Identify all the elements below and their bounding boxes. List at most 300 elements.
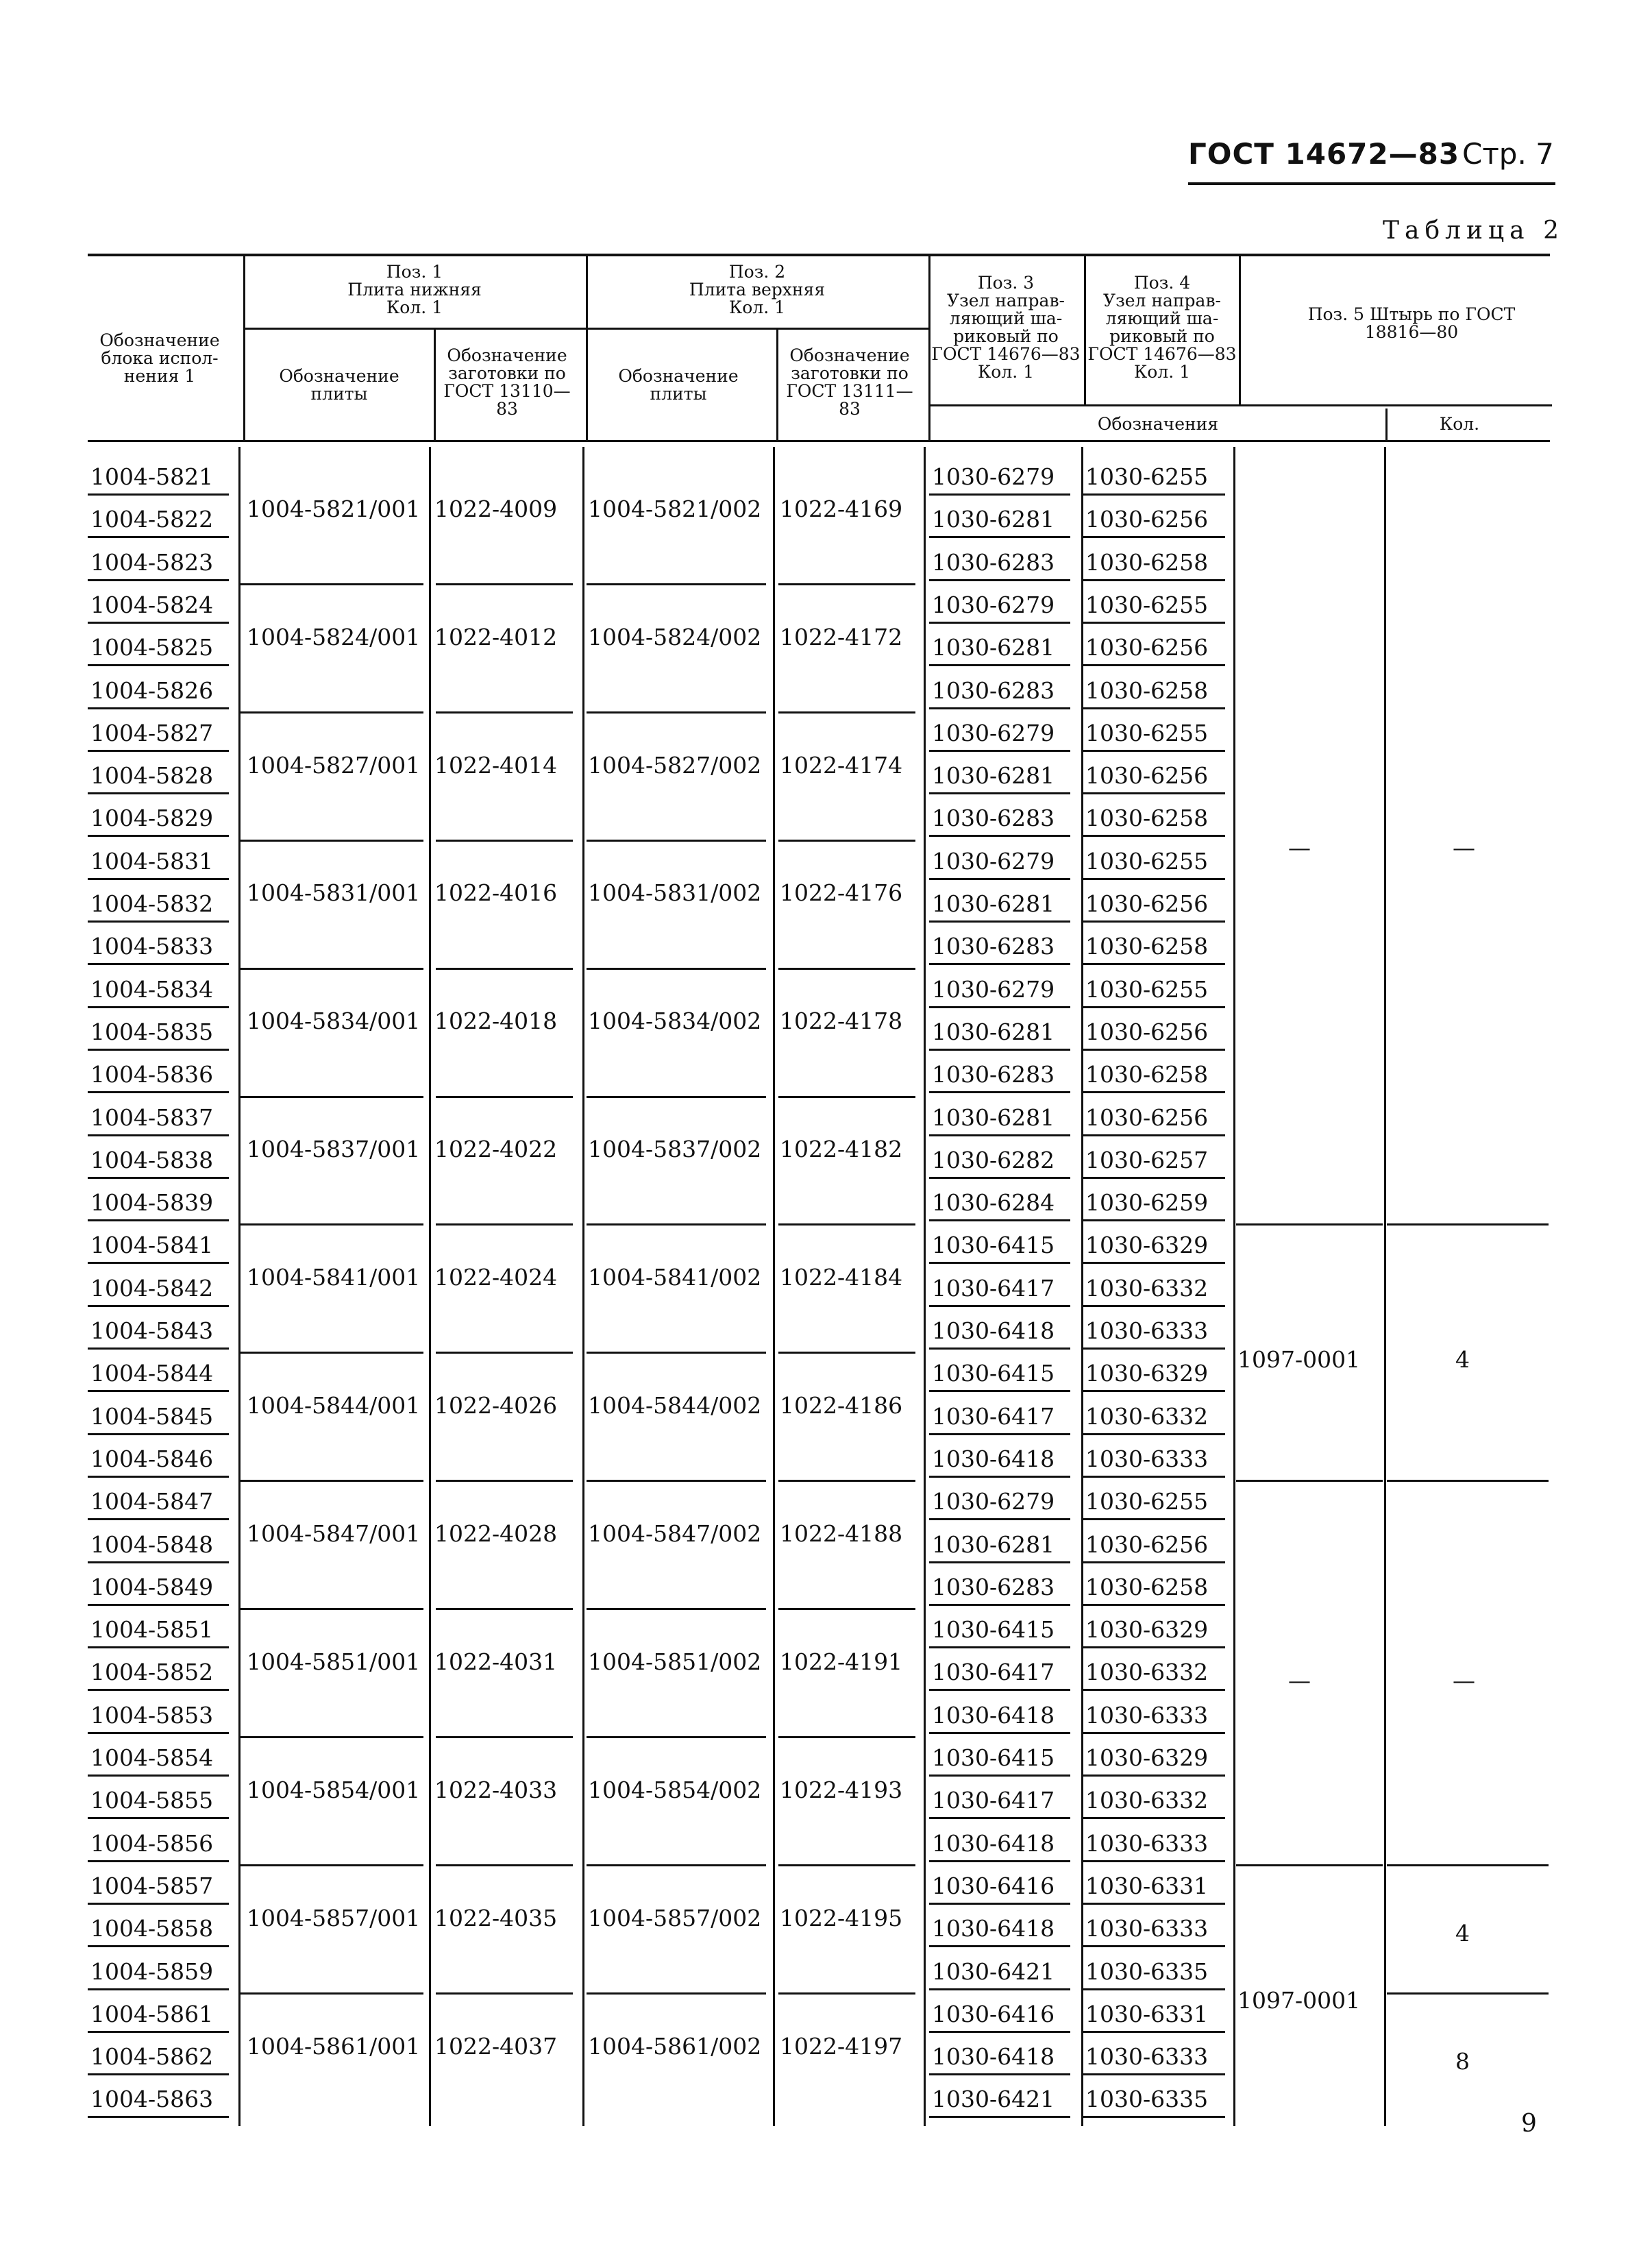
pos2-plate-designation: 1004-5824/002 [588,623,762,650]
row-underline-block [88,2073,229,2075]
page-number: 9 [1521,2110,1537,2138]
pos1-plate-designation: 1004-5827/001 [247,751,421,779]
pos2-plate-designation: 1004-5847/002 [588,1520,762,1547]
group-separator-pos1-blank [436,968,573,970]
row-underline-block [88,1262,229,1264]
row-underline-block [88,1689,229,1691]
body-vline-2 [429,447,431,2126]
doc-header-page: Стр. 7 [1462,137,1554,171]
block-designation: 1004-5826 [90,676,214,704]
pos2-blank-designation: 1022-4176 [780,879,903,907]
pos2-blank-designation: 1022-4191 [780,1648,903,1675]
row-underline-block [88,1732,229,1734]
pos3-designation: 1030-6418 [932,1829,1055,1857]
pos4-designation: 1030-6256 [1085,890,1209,917]
body-vline-1 [238,447,241,2126]
group-separator-pos2 [587,1864,766,1866]
row-underline-pos3 [929,963,1070,965]
row-underline-pos4 [1083,1775,1225,1777]
pos5-designation: — [1288,833,1311,861]
pos4-designation: 1030-6256 [1085,1018,1209,1045]
group-separator-pos1 [240,1736,423,1738]
row-underline-block [88,1646,229,1648]
group-separator-pos1 [240,1096,423,1098]
row-underline-block [88,1604,229,1606]
row-underline-block [88,2116,229,2118]
pos5-qty: 4 [1455,1920,1470,1947]
pos3-designation: 1030-6418 [932,1915,1055,1942]
group-separator-pos1-blank [436,1608,573,1610]
row-underline-pos4 [1083,2116,1225,2118]
row-underline-block [88,707,229,709]
body-vline-8 [1384,447,1386,2126]
pos4-designation: 1030-6333 [1085,1829,1209,1857]
row-underline-pos4 [1083,1860,1225,1862]
pos4-designation: 1030-6255 [1085,463,1209,490]
pos2-plate-designation: 1004-5821/002 [588,495,762,522]
pos4-designation: 1030-6255 [1085,1488,1209,1515]
block-designation: 1004-5832 [90,890,214,917]
row-underline-pos4 [1083,1049,1225,1051]
block-designation: 1004-5855 [90,1787,214,1814]
row-underline-block [88,1177,229,1179]
row-underline-pos3 [929,493,1070,496]
pos4-designation: 1030-6255 [1085,719,1209,746]
pos4-designation: 1030-6329 [1085,1616,1209,1644]
pos1-blank-designation: 1022-4022 [434,1136,558,1163]
pos5-qty: 8 [1455,2048,1470,2075]
group-separator-pos1-blank [436,1864,573,1866]
pos1-blank-designation: 1022-4009 [434,495,558,522]
pos3-designation: 1030-6417 [932,1274,1055,1302]
pos4-designation: 1030-6329 [1085,1360,1209,1387]
row-underline-block [88,1476,229,1478]
pos3-designation: 1030-6281 [932,634,1055,661]
group-separator-pos2 [587,1992,766,1995]
pos1-plate-designation: 1004-5847/001 [247,1520,421,1547]
pos3-designation: 1030-6281 [932,1018,1055,1045]
row-underline-block [88,1091,229,1093]
col-pos2-header: Поз. 2 Плита верхняя Кол. 1 [689,262,826,317]
row-underline-block [88,1561,229,1563]
group-separator-pos2-blank [778,711,915,714]
pos5-designation: 1097-0001 [1237,1986,1361,2014]
row-underline-pos4 [1083,920,1225,923]
block-designation: 1004-5857 [90,1872,214,1899]
row-underline-pos4 [1083,1518,1225,1520]
row-underline-pos4 [1083,1945,1225,1947]
row-underline-pos4 [1083,1732,1225,1734]
row-underline-block [88,536,229,538]
group-separator-pos1 [240,840,423,842]
block-designation: 1004-5845 [90,1402,214,1430]
pos4-designation: 1030-6255 [1085,591,1209,618]
pos3-designation: 1030-6415 [932,1616,1055,1644]
pos4-designation: 1030-6256 [1085,1103,1209,1131]
row-underline-pos4 [1083,707,1225,709]
pos4-designation: 1030-6258 [1085,676,1209,704]
row-underline-pos4 [1083,1390,1225,1392]
row-underline-pos3 [929,1134,1070,1136]
row-underline-block [88,1134,229,1136]
block-designation: 1004-5838 [90,1146,214,1173]
group-separator-pos2-blank [778,968,915,970]
pos1-blank-designation: 1022-4012 [434,623,558,650]
row-underline-pos4 [1083,579,1225,581]
group-separator-pos1-blank [436,840,573,842]
row-underline-block [88,1945,229,1947]
pos1-blank-designation: 1022-4033 [434,1776,558,1803]
pos3-designation: 1030-6279 [932,719,1055,746]
pos2-plate-designation: 1004-5861/002 [588,2032,762,2060]
row-underline-block [88,1860,229,1862]
row-underline-pos4 [1083,878,1225,880]
pos1-blank-designation: 1022-4024 [434,1264,558,1291]
row-underline-pos4 [1083,1689,1225,1691]
row-underline-pos4 [1083,622,1225,624]
row-underline-pos3 [929,1945,1070,1947]
block-designation: 1004-5839 [90,1189,214,1217]
row-underline-pos4 [1083,1006,1225,1008]
row-underline-pos4 [1083,1817,1225,1819]
pos3-designation: 1030-6417 [932,1787,1055,1814]
row-underline-pos3 [929,1476,1070,1478]
block-designation: 1004-5829 [90,805,214,832]
row-underline-pos4 [1083,493,1225,496]
block-designation: 1004-5843 [90,1317,214,1344]
pos3-designation: 1030-6281 [932,506,1055,533]
pos2-blank-designation: 1022-4188 [780,1520,903,1547]
row-underline-block [88,1219,229,1221]
pos3-designation: 1030-6418 [932,1317,1055,1344]
row-underline-pos4 [1083,1091,1225,1093]
pos2-blank-designation: 1022-4193 [780,1776,903,1803]
row-underline-block [88,1775,229,1777]
col-pos1-blank-header: Обозначение заготовки по ГОСТ 13110—83 [443,345,571,419]
block-designation: 1004-5827 [90,719,214,746]
block-designation: 1004-5835 [90,1018,214,1045]
pos2-plate-designation: 1004-5844/002 [588,1392,762,1419]
header-subrule-pos1 [243,328,586,330]
pos5-designation: 1097-0001 [1237,1346,1361,1374]
col-pos4-header: Поз. 4 Узел направ-ляющий ша-риковый по ГОСТ 14676—83 Кол. 1 [1087,273,1237,382]
row-underline-block [88,792,229,794]
pos1-plate-designation: 1004-5851/001 [247,1648,421,1675]
row-underline-block [88,1817,229,1819]
pos1-blank-designation: 1022-4018 [434,1008,558,1035]
pos3-designation: 1030-6279 [932,1488,1055,1515]
pos4-designation: 1030-6257 [1085,1146,1209,1173]
row-underline-pos3 [929,1988,1070,1990]
row-underline-pos4 [1083,1219,1225,1221]
table-title: Таблица 2 [1383,217,1564,245]
row-underline-pos4 [1083,2073,1225,2075]
pos5-section-separator [1236,1480,1383,1482]
pos3-designation: 1030-6279 [932,463,1055,490]
body-vline-5 [924,447,926,2126]
row-underline-block [88,664,229,666]
block-designation: 1004-5852 [90,1659,214,1686]
pos5-section-separator [1236,1223,1383,1225]
block-designation: 1004-5836 [90,1061,214,1088]
pos2-plate-designation: 1004-5827/002 [588,751,762,779]
header-bottom-rule [88,440,1550,442]
pos2-plate-designation: 1004-5831/002 [588,879,762,907]
row-underline-pos4 [1083,835,1225,837]
row-underline-pos4 [1083,2031,1225,2033]
block-designation: 1004-5828 [90,762,214,790]
block-designation: 1004-5846 [90,1445,214,1472]
pos4-designation: 1030-6255 [1085,975,1209,1003]
row-underline-pos4 [1083,1903,1225,1905]
row-underline-pos3 [929,1518,1070,1520]
row-underline-block [88,1433,229,1435]
block-designation: 1004-5844 [90,1360,214,1387]
row-underline-pos4 [1083,664,1225,666]
pos2-plate-designation: 1004-5851/002 [588,1648,762,1675]
row-underline-block [88,750,229,752]
pos4-designation: 1030-6331 [1085,2000,1209,2027]
row-underline-pos4 [1083,1177,1225,1179]
col-pos1-header: Поз. 1 Плита нижняя Кол. 1 [347,262,482,317]
pos3-designation: 1030-6416 [932,2000,1055,2027]
row-underline-block [88,963,229,965]
pos3-designation: 1030-6281 [932,1530,1055,1558]
pos2-blank-designation: 1022-4178 [780,1008,903,1035]
col-pos3-header: Поз. 3 Узел направ-ляющий ша-риковый по ГОСТ 14676—83 Кол. 1 [931,273,1081,382]
group-separator-pos1 [240,968,423,970]
row-underline-pos4 [1083,1347,1225,1350]
pos4-designation: 1030-6332 [1085,1659,1209,1686]
row-underline-pos3 [929,1604,1070,1606]
row-underline-pos4 [1083,1262,1225,1264]
group-separator-pos1 [240,1992,423,1995]
group-separator-pos2-blank [778,583,915,585]
group-separator-pos2-blank [778,840,915,842]
pos3-designation: 1030-6283 [932,1061,1055,1088]
qty-subsection-separator [1387,1992,1549,1995]
group-separator-pos1 [240,1223,423,1225]
pos2-plate-designation: 1004-5854/002 [588,1776,762,1803]
pos2-plate-designation: 1004-5834/002 [588,1008,762,1035]
pos4-designation: 1030-6333 [1085,1317,1209,1344]
group-separator-pos2-blank [778,1992,915,1995]
pos1-plate-designation: 1004-5861/001 [247,2032,421,2060]
group-separator-pos1-blank [436,1352,573,1354]
pos4-designation: 1030-6332 [1085,1402,1209,1430]
pos3-designation: 1030-6421 [932,2086,1055,2113]
pos3-designation: 1030-6418 [932,2043,1055,2071]
row-underline-pos4 [1083,1646,1225,1648]
pos4-designation: 1030-6335 [1085,1958,1209,1985]
group-separator-pos2 [587,1480,766,1482]
pos1-plate-designation: 1004-5837/001 [247,1136,421,1163]
block-designation: 1004-5831 [90,847,214,875]
col-pos1-plate-header: Обозначение плиты [279,366,399,404]
group-separator-pos2-blank [778,1352,915,1354]
row-underline-pos3 [929,707,1070,709]
group-separator-pos2-blank [778,1608,915,1610]
group-separator-pos2 [587,1608,766,1610]
row-underline-pos3 [929,750,1070,752]
row-underline-block [88,1518,229,1520]
row-underline-pos3 [929,878,1070,880]
block-designation: 1004-5851 [90,1616,214,1644]
pos1-plate-designation: 1004-5821/001 [247,495,421,522]
pos3-designation: 1030-6415 [932,1360,1055,1387]
row-underline-pos3 [929,2116,1070,2118]
group-separator-pos1-blank [436,1992,573,1995]
group-separator-pos1-blank [436,1736,573,1738]
qty-section-separator [1387,1864,1549,1866]
group-separator-pos1 [240,711,423,714]
row-underline-pos3 [929,1091,1070,1093]
pos1-blank-designation: 1022-4031 [434,1648,558,1675]
pos1-blank-designation: 1022-4028 [434,1520,558,1547]
pos2-blank-designation: 1022-4182 [780,1136,903,1163]
row-underline-pos3 [929,2031,1070,2033]
pos1-blank-designation: 1022-4014 [434,751,558,779]
pos2-plate-designation: 1004-5837/002 [588,1136,762,1163]
pos2-blank-designation: 1022-4195 [780,1904,903,1931]
group-separator-pos2-blank [778,1096,915,1098]
pos1-plate-designation: 1004-5844/001 [247,1392,421,1419]
row-underline-block [88,2031,229,2033]
block-designation: 1004-5853 [90,1701,214,1729]
pos5-section-separator [1236,1864,1383,1866]
group-separator-pos1 [240,1608,423,1610]
group-separator-pos1 [240,1864,423,1866]
header-subrule-pos2 [586,328,928,330]
pos3-designation: 1030-6421 [932,1958,1055,1985]
group-separator-pos1 [240,583,423,585]
row-underline-pos3 [929,1006,1070,1008]
group-separator-pos2-blank [778,1223,915,1225]
header-vline-4 [776,328,778,441]
pos4-designation: 1030-6333 [1085,1915,1209,1942]
block-designation: 1004-5856 [90,1829,214,1857]
group-separator-pos1-blank [436,711,573,714]
pos3-designation: 1030-6281 [932,762,1055,790]
pos4-designation: 1030-6259 [1085,1189,1209,1217]
pos3-designation: 1030-6282 [932,1146,1055,1173]
pos1-blank-designation: 1022-4026 [434,1392,558,1419]
block-designation: 1004-5859 [90,1958,214,1985]
pos4-designation: 1030-6335 [1085,2086,1209,2113]
block-designation: 1004-5833 [90,933,214,960]
header-vline-8 [1385,408,1388,441]
pos4-designation: 1030-6332 [1085,1274,1209,1302]
group-separator-pos2 [587,840,766,842]
pos3-designation: 1030-6283 [932,805,1055,832]
block-designation: 1004-5837 [90,1103,214,1131]
row-underline-pos4 [1083,1476,1225,1478]
block-designation: 1004-5842 [90,1274,214,1302]
row-underline-block [88,622,229,624]
row-underline-pos3 [929,622,1070,624]
row-underline-block [88,493,229,496]
row-underline-pos4 [1083,1433,1225,1435]
row-underline-block [88,878,229,880]
group-separator-pos1 [240,1480,423,1482]
block-designation: 1004-5825 [90,634,214,661]
row-underline-pos3 [929,1049,1070,1051]
pos4-designation: 1030-6332 [1085,1787,1209,1814]
col-block-header: Обозначение блока испол-нения 1 [99,330,220,386]
row-underline-block [88,1049,229,1051]
pos5-designation: — [1288,1666,1311,1694]
pos3-designation: 1030-6281 [932,1103,1055,1131]
row-underline-pos3 [929,920,1070,923]
col-pos5-header: Поз. 5 Штырь по ГОСТ 18816—80 [1307,304,1516,342]
pos4-designation: 1030-6256 [1085,634,1209,661]
row-underline-block [88,1347,229,1350]
pos1-plate-designation: 1004-5824/001 [247,623,421,650]
pos2-blank-designation: 1022-4197 [780,2032,903,2060]
pos3-designation: 1030-6283 [932,1573,1055,1600]
row-underline-pos4 [1083,750,1225,752]
pos2-plate-designation: 1004-5841/002 [588,1264,762,1291]
row-underline-block [88,1988,229,1990]
pos1-blank-designation: 1022-4016 [434,879,558,907]
pos3-designation: 1030-6283 [932,548,1055,576]
row-underline-pos4 [1083,792,1225,794]
row-underline-pos3 [929,579,1070,581]
block-designation: 1004-5841 [90,1232,214,1259]
pos5-qty: 4 [1455,1346,1470,1374]
row-underline-pos3 [929,1561,1070,1563]
row-underline-pos3 [929,1219,1070,1221]
pos4-designation: 1030-6333 [1085,1445,1209,1472]
col-pos2-blank-header: Обозначение заготовки по ГОСТ 13111—83 [786,345,913,419]
group-separator-pos1 [240,1352,423,1354]
pos1-plate-designation: 1004-5854/001 [247,1776,421,1803]
pos3-designation: 1030-6418 [932,1445,1055,1472]
row-underline-pos3 [929,1305,1070,1307]
pos4-designation: 1030-6329 [1085,1232,1209,1259]
pos3-designation: 1030-6283 [932,933,1055,960]
row-underline-pos3 [929,792,1070,794]
header-vline-7 [1239,255,1241,406]
row-underline-block [88,1006,229,1008]
group-separator-pos2 [587,968,766,970]
qty-section-separator [1387,1480,1549,1482]
row-underline-pos3 [929,1903,1070,1905]
pos4-designation: 1030-6258 [1085,805,1209,832]
pos2-blank-designation: 1022-4186 [780,1392,903,1419]
pos3-designation: 1030-6283 [932,676,1055,704]
block-designation: 1004-5848 [90,1530,214,1558]
pos3-designation: 1030-6415 [932,1232,1055,1259]
row-underline-block [88,1903,229,1905]
row-underline-block [88,920,229,923]
row-underline-block [88,579,229,581]
body-vline-7 [1233,447,1235,2126]
block-designation: 1004-5863 [90,2086,214,2113]
pos3-designation: 1030-6417 [932,1402,1055,1430]
block-designation: 1004-5834 [90,975,214,1003]
row-underline-pos4 [1083,1305,1225,1307]
pos1-plate-designation: 1004-5834/001 [247,1008,421,1035]
pos3-designation: 1030-6415 [932,1744,1055,1771]
pos2-blank-designation: 1022-4184 [780,1264,903,1291]
row-underline-pos4 [1083,536,1225,538]
row-underline-pos3 [929,1433,1070,1435]
block-designation: 1004-5861 [90,2000,214,2027]
pos4-designation: 1030-6256 [1085,762,1209,790]
group-separator-pos2-blank [778,1480,915,1482]
pos2-blank-designation: 1022-4174 [780,751,903,779]
